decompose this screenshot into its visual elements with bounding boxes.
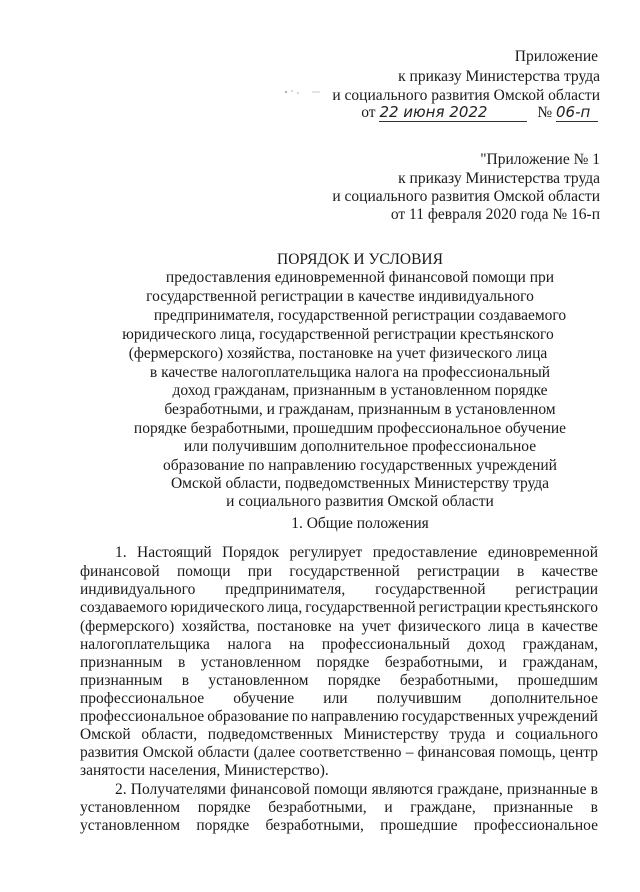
body-line — [80, 689, 598, 709]
title-line: доход гражданам, признанным в установленном порядке — [172, 382, 548, 399]
body-word: труда — [449, 726, 486, 743]
body-line — [80, 653, 598, 673]
body-word: профессиональное — [473, 817, 598, 834]
title-line: предоставления единовременной финансовой помощи при — [165, 269, 555, 286]
body-word: порядке — [196, 817, 250, 834]
prev-appendix-label: "Приложение № 1 — [480, 151, 600, 168]
appendix-label: Приложение — [514, 48, 598, 65]
body-word: в — [526, 618, 535, 635]
body-word: или — [323, 690, 348, 707]
body-word: индивидуального — [80, 581, 196, 598]
body-word: Омской — [142, 744, 194, 761]
body-word: регистрации — [418, 599, 502, 616]
body-word: на — [289, 636, 305, 653]
body-word: государственной — [305, 599, 416, 616]
title-line: государственной регистрации в качестве индивидуального — [146, 288, 534, 305]
body-word: области — [197, 744, 250, 761]
title-line: или получившим дополнительное профессиональное — [183, 438, 537, 455]
body-word: качестве — [541, 563, 598, 580]
scan-smudge — [282, 87, 322, 97]
body-word: юридического — [170, 599, 265, 616]
body-line — [80, 761, 598, 781]
body-word: профессиональное — [80, 708, 205, 725]
body-word: профессиональное — [80, 690, 205, 707]
body-word: прошедшим — [517, 672, 598, 689]
body-word: гражданам, — [522, 654, 598, 671]
body-word: финансовая — [417, 744, 496, 761]
body-word: установленном — [200, 654, 301, 671]
body-word: финансовой — [80, 563, 160, 580]
body-word: установленном — [80, 799, 181, 816]
body-word: социального — [515, 726, 598, 743]
body-word: профессиональный — [321, 636, 450, 653]
body-word: учреждений — [517, 708, 598, 725]
body-word: лица — [488, 618, 520, 635]
body-word: финансовой — [230, 781, 310, 798]
body-word: Получателями — [130, 781, 226, 798]
body-word: признанные — [506, 781, 587, 798]
body-word: создаваемого — [80, 599, 168, 616]
body-word: соответственно — [299, 744, 402, 761]
body-word: хозяйства, — [181, 618, 250, 635]
body-word: центр — [559, 744, 598, 761]
body-line — [80, 725, 598, 745]
body-word: безработными, — [268, 799, 367, 816]
body-line — [80, 743, 598, 763]
number-prefix: № — [537, 104, 553, 121]
body-word: 1. — [115, 544, 127, 561]
document-title: ПОРЯДОК И УСЛОВИЯ — [277, 251, 443, 268]
body-word: и — [496, 726, 505, 743]
title-line: (фермерского) хозяйства, постановке на учет физического лица — [128, 345, 548, 362]
body-word: безработными, — [384, 654, 484, 671]
body-word: налогоплательщика — [80, 636, 210, 653]
body-word: в — [590, 781, 598, 798]
body-word: признанным — [80, 654, 163, 671]
date-prefix: от — [361, 104, 376, 121]
body-line — [80, 635, 598, 655]
body-word: области, — [141, 726, 198, 743]
body-word: единовременной — [487, 544, 598, 561]
body-word: в — [181, 672, 190, 689]
body-word: развития — [80, 744, 139, 761]
title-line: юридического лица, государственной регистрации крестьянского — [122, 326, 554, 343]
title-line: образование по направлению государственных учреждений — [163, 457, 557, 474]
body-word: установленном — [80, 817, 181, 834]
body-word: и — [498, 654, 508, 671]
body-word: качестве — [541, 618, 598, 635]
body-word: предоставление — [372, 544, 478, 561]
body-word: являются — [371, 781, 434, 798]
body-word: занятости населения, Министерство). — [80, 762, 329, 779]
body-word: на — [338, 618, 355, 635]
body-word: помощи — [176, 563, 231, 580]
body-word: помощь, — [499, 744, 556, 761]
title-line: Омской области, подведомственных Министерству труда — [170, 475, 550, 492]
body-word: в — [516, 563, 525, 580]
body-word: обучение — [233, 690, 295, 707]
body-word: 2. — [115, 781, 127, 798]
body-word: помощи — [313, 781, 368, 798]
body-word: при — [247, 563, 273, 580]
title-line: порядке безработными, прошедшим профессиональное обучение — [133, 420, 567, 437]
body-word: государственной — [289, 563, 400, 580]
body-word: прошедшие — [380, 817, 458, 834]
body-word: порядке — [316, 654, 370, 671]
body-word: направлению — [310, 708, 399, 725]
body-word: Порядок — [222, 544, 280, 561]
body-word: крестьянского — [504, 599, 598, 616]
body-word: Омской — [80, 726, 131, 743]
title-line: в качестве налогоплательщика налога на профессиональный — [149, 364, 551, 381]
appendix-ministry: и социального развития Омской области — [332, 87, 600, 104]
body-word: признанные — [493, 799, 573, 816]
body-word: признанным — [80, 672, 163, 689]
body-line — [80, 816, 598, 836]
body-word: Настоящий — [137, 544, 212, 561]
body-word: (далее — [253, 744, 296, 761]
body-word: учет — [361, 618, 391, 635]
body-word: доход — [467, 636, 506, 653]
body-word: дополнительное — [490, 690, 598, 707]
section-heading: 1. Общие положения — [291, 515, 429, 532]
body-word: порядке — [327, 672, 381, 689]
handwritten-date: 22 июня 2022 — [379, 103, 488, 121]
body-word: – — [405, 744, 414, 761]
body-word: получившим — [376, 690, 462, 707]
body-word: постановке — [257, 618, 332, 635]
title-line: предпринимателя, государственной регистрации создаваемого — [153, 307, 567, 324]
body-line — [80, 617, 598, 637]
prev-appendix-ministry: и социального развития Омской области — [332, 188, 600, 205]
body-word: безработными, — [399, 672, 499, 689]
body-line — [80, 562, 598, 582]
body-word: регулирует — [289, 544, 363, 561]
body-word: и — [384, 799, 393, 816]
appendix-date-line — [361, 103, 598, 123]
body-line — [80, 580, 598, 600]
body-word: Министерству — [343, 726, 439, 743]
body-word: по — [291, 708, 308, 725]
body-word: лица, — [267, 599, 303, 616]
appendix-order-ref: к приказу Министерства труда — [398, 68, 600, 85]
body-word: безработными, — [265, 817, 364, 834]
title-line: и социального развития Омской области — [226, 493, 494, 510]
prev-appendix-date: от 11 февраля 2020 года № 16-п — [390, 206, 600, 223]
body-word: предпринимателя, — [225, 581, 346, 598]
body-word: образование — [207, 708, 289, 725]
body-word: (фермерского) — [80, 618, 175, 635]
body-word: регистрации — [515, 581, 598, 598]
body-word: государственных — [401, 708, 515, 725]
body-line — [80, 707, 598, 727]
body-word: в — [590, 799, 598, 816]
body-word: регистрации — [417, 563, 500, 580]
handwritten-number: 06-п — [556, 103, 591, 121]
body-word: государственной — [375, 581, 486, 598]
body-word: установленном — [208, 672, 309, 689]
body-line — [80, 798, 598, 818]
body-word: в — [177, 654, 186, 671]
number-field — [556, 104, 598, 122]
body-word: налога — [227, 636, 272, 653]
body-line — [115, 780, 598, 800]
body-word: физического — [398, 618, 481, 635]
body-word: гражданам, — [522, 636, 598, 653]
title-line: безработными, и гражданам, признанным в установленном — [164, 401, 556, 418]
body-line — [80, 598, 598, 618]
prev-appendix-order-ref: к приказу Министерства труда — [398, 170, 600, 187]
body-word: порядке — [197, 799, 251, 816]
body-word: подведомственных — [207, 726, 333, 743]
body-line — [80, 671, 598, 691]
date-field — [379, 104, 527, 122]
body-line — [115, 543, 598, 563]
body-word: граждане, — [437, 781, 503, 798]
body-word: граждане, — [410, 799, 476, 816]
